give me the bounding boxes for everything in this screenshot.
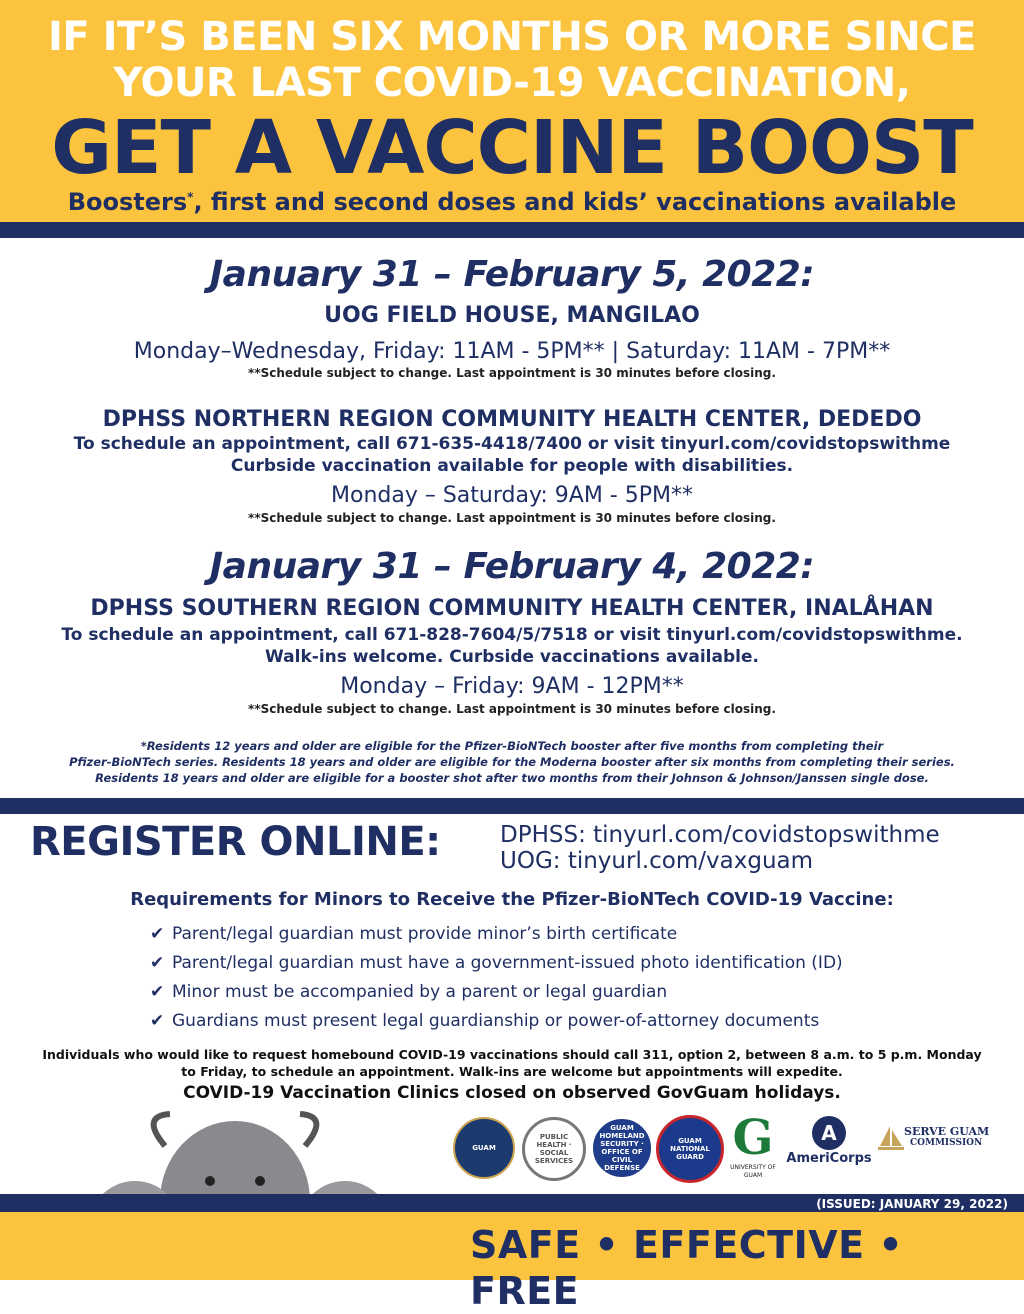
national-guard-logo: GUAM NATIONAL GUARD [656,1115,724,1183]
header-banner [0,0,1024,222]
requirement-item [150,920,950,949]
section1-hours: Monday–Wednesday, Friday: 11AM - 5PM** | Saturday: 11AM - 7PM** [133,339,891,364]
register-label: REGISTER ONLINE: [30,819,441,865]
requirement-text: Parent/legal guardian must provide minor’s birth certificate [172,924,678,944]
requirement-item [150,949,950,978]
uog-logo-name: UNIVERSITY OF GUAM [730,1164,776,1179]
uog-logo-letter: G [732,1110,774,1166]
requirement-text: Guardians must present legal guardianship or power-of-attorney documents [172,1011,820,1031]
check-icon: ✔ [150,982,165,1002]
homebound-line-2: to Friday, to schedule an appointment. Walk-ins are welcome but appointments will expedite. [181,1064,843,1079]
section1-venue: UOG FIELD HOUSE, MANGILAO [324,303,700,328]
americorps-icon: A [812,1116,846,1150]
section1-schedule-info: To schedule an appointment, call 671-635-4418/7400 or visit tinyurl.com/covidstopswithme [73,434,951,454]
section1-note: **Schedule subject to change. Last appointment is 30 minutes before closing. [248,366,776,380]
header-line-1: IF IT’S BEEN SIX MONTHS OR MORE SINCE [48,14,976,60]
eligibility-line-2: Pfizer-BioNTech series. Residents 18 years and older are eligible for the Moderna booster after six months from completing their series. [69,755,955,769]
section2-venue: DPHSS SOUTHERN REGION COMMUNITY HEALTH CENTER, INALÅHAN [90,596,934,621]
eligibility-line-1: *Residents 12 years and older are eligible for the Pfizer-BioNTech booster after five months from completing their [140,739,884,753]
homebound-line-1: Individuals who would like to request homebound COVID-19 vaccinations should call 311, option 2, between 8 a.m. to 5 p.m. Monday [42,1047,982,1062]
subhead-asterisk: * [187,190,194,204]
section2-note: **Schedule subject to change. Last appointment is 30 minutes before closing. [248,702,776,716]
section2-hours: Monday – Friday: 9AM - 12PM** [340,674,684,699]
closed-notice: COVID-19 Vaccination Clinics closed on observed GovGuam holidays. [183,1083,841,1103]
headline: GET A VACCINE BOOST [51,105,973,191]
header-line-2: YOUR LAST COVID-19 VACCINATION, [113,60,911,106]
guam-seal-logo: GUAM [453,1117,515,1179]
uog-logo [728,1112,778,1180]
slogan: SAFE • EFFECTIVE • FREE [470,1223,904,1313]
section1-date: January 31 – February 5, 2022: [209,254,815,295]
check-icon: ✔ [150,1011,165,1031]
americorps-name: AmeriCorps [786,1151,872,1166]
requirement-item [150,1007,950,1036]
register-link-dphss[interactable]: DPHSS: tinyurl.com/covidstopswithme [500,822,940,848]
divider-band-top [0,222,1024,238]
section2-walkins: Walk-ins welcome. Curbside vaccinations available. [265,647,759,667]
eligibility-line-3: Residents 18 years and older are eligible for a booster shot after two months from their Johnson & Johnson/Janssen single dose. [95,771,929,785]
requirement-text: Parent/legal guardian must have a government-issued photo identification (ID) [172,953,843,973]
section2-date: January 31 – February 4, 2022: [209,546,815,587]
check-icon: ✔ [150,924,165,944]
requirement-text: Minor must be accompanied by a parent or legal guardian [172,982,668,1002]
register-link-uog[interactable]: UOG: tinyurl.com/vaxguam [500,848,814,874]
requirement-item [150,978,950,1007]
subheadline [0,182,1024,217]
americorps-logo [784,1116,874,1168]
sailboat-icon [878,1124,904,1152]
section1-curbside: Curbside vaccination available for people with disabilities. [230,456,794,476]
issued-date: (ISSUED: JANUARY 29, 2022) [816,1197,1008,1211]
subhead-boosters: Boosters [67,188,188,216]
check-icon: ✔ [150,953,165,973]
section2-schedule-info: To schedule an appointment, call 671-828-7604/5/7518 or visit tinyurl.com/covidstopswithme. [61,625,963,645]
serve-guam-commission: COMMISSION [910,1138,983,1148]
serve-guam-name: SERVE GUAM [904,1125,990,1138]
divider-band-middle [0,798,1024,814]
public-health-logo: PUBLIC HEALTH · SOCIAL SERVICES [522,1117,586,1181]
requirements-list [150,920,950,1036]
section1-note2: **Schedule subject to change. Last appointment is 30 minutes before closing. [248,511,776,525]
section1-hours2: Monday – Saturday: 9AM - 5PM** [331,483,693,508]
civil-defense-logo: GUAM HOMELAND SECURITY · OFFICE OF CIVIL DEFENSE [591,1117,653,1179]
subhead-rest: , first and second doses and kids’ vaccinations available [193,188,957,216]
register-links [500,822,940,874]
requirements-title: Requirements for Minors to Receive the Pfizer-BioNTech COVID-19 Vaccine: [130,889,894,910]
section1-venue2: DPHSS NORTHERN REGION COMMUNITY HEALTH CENTER, DEDEDO [102,407,922,432]
